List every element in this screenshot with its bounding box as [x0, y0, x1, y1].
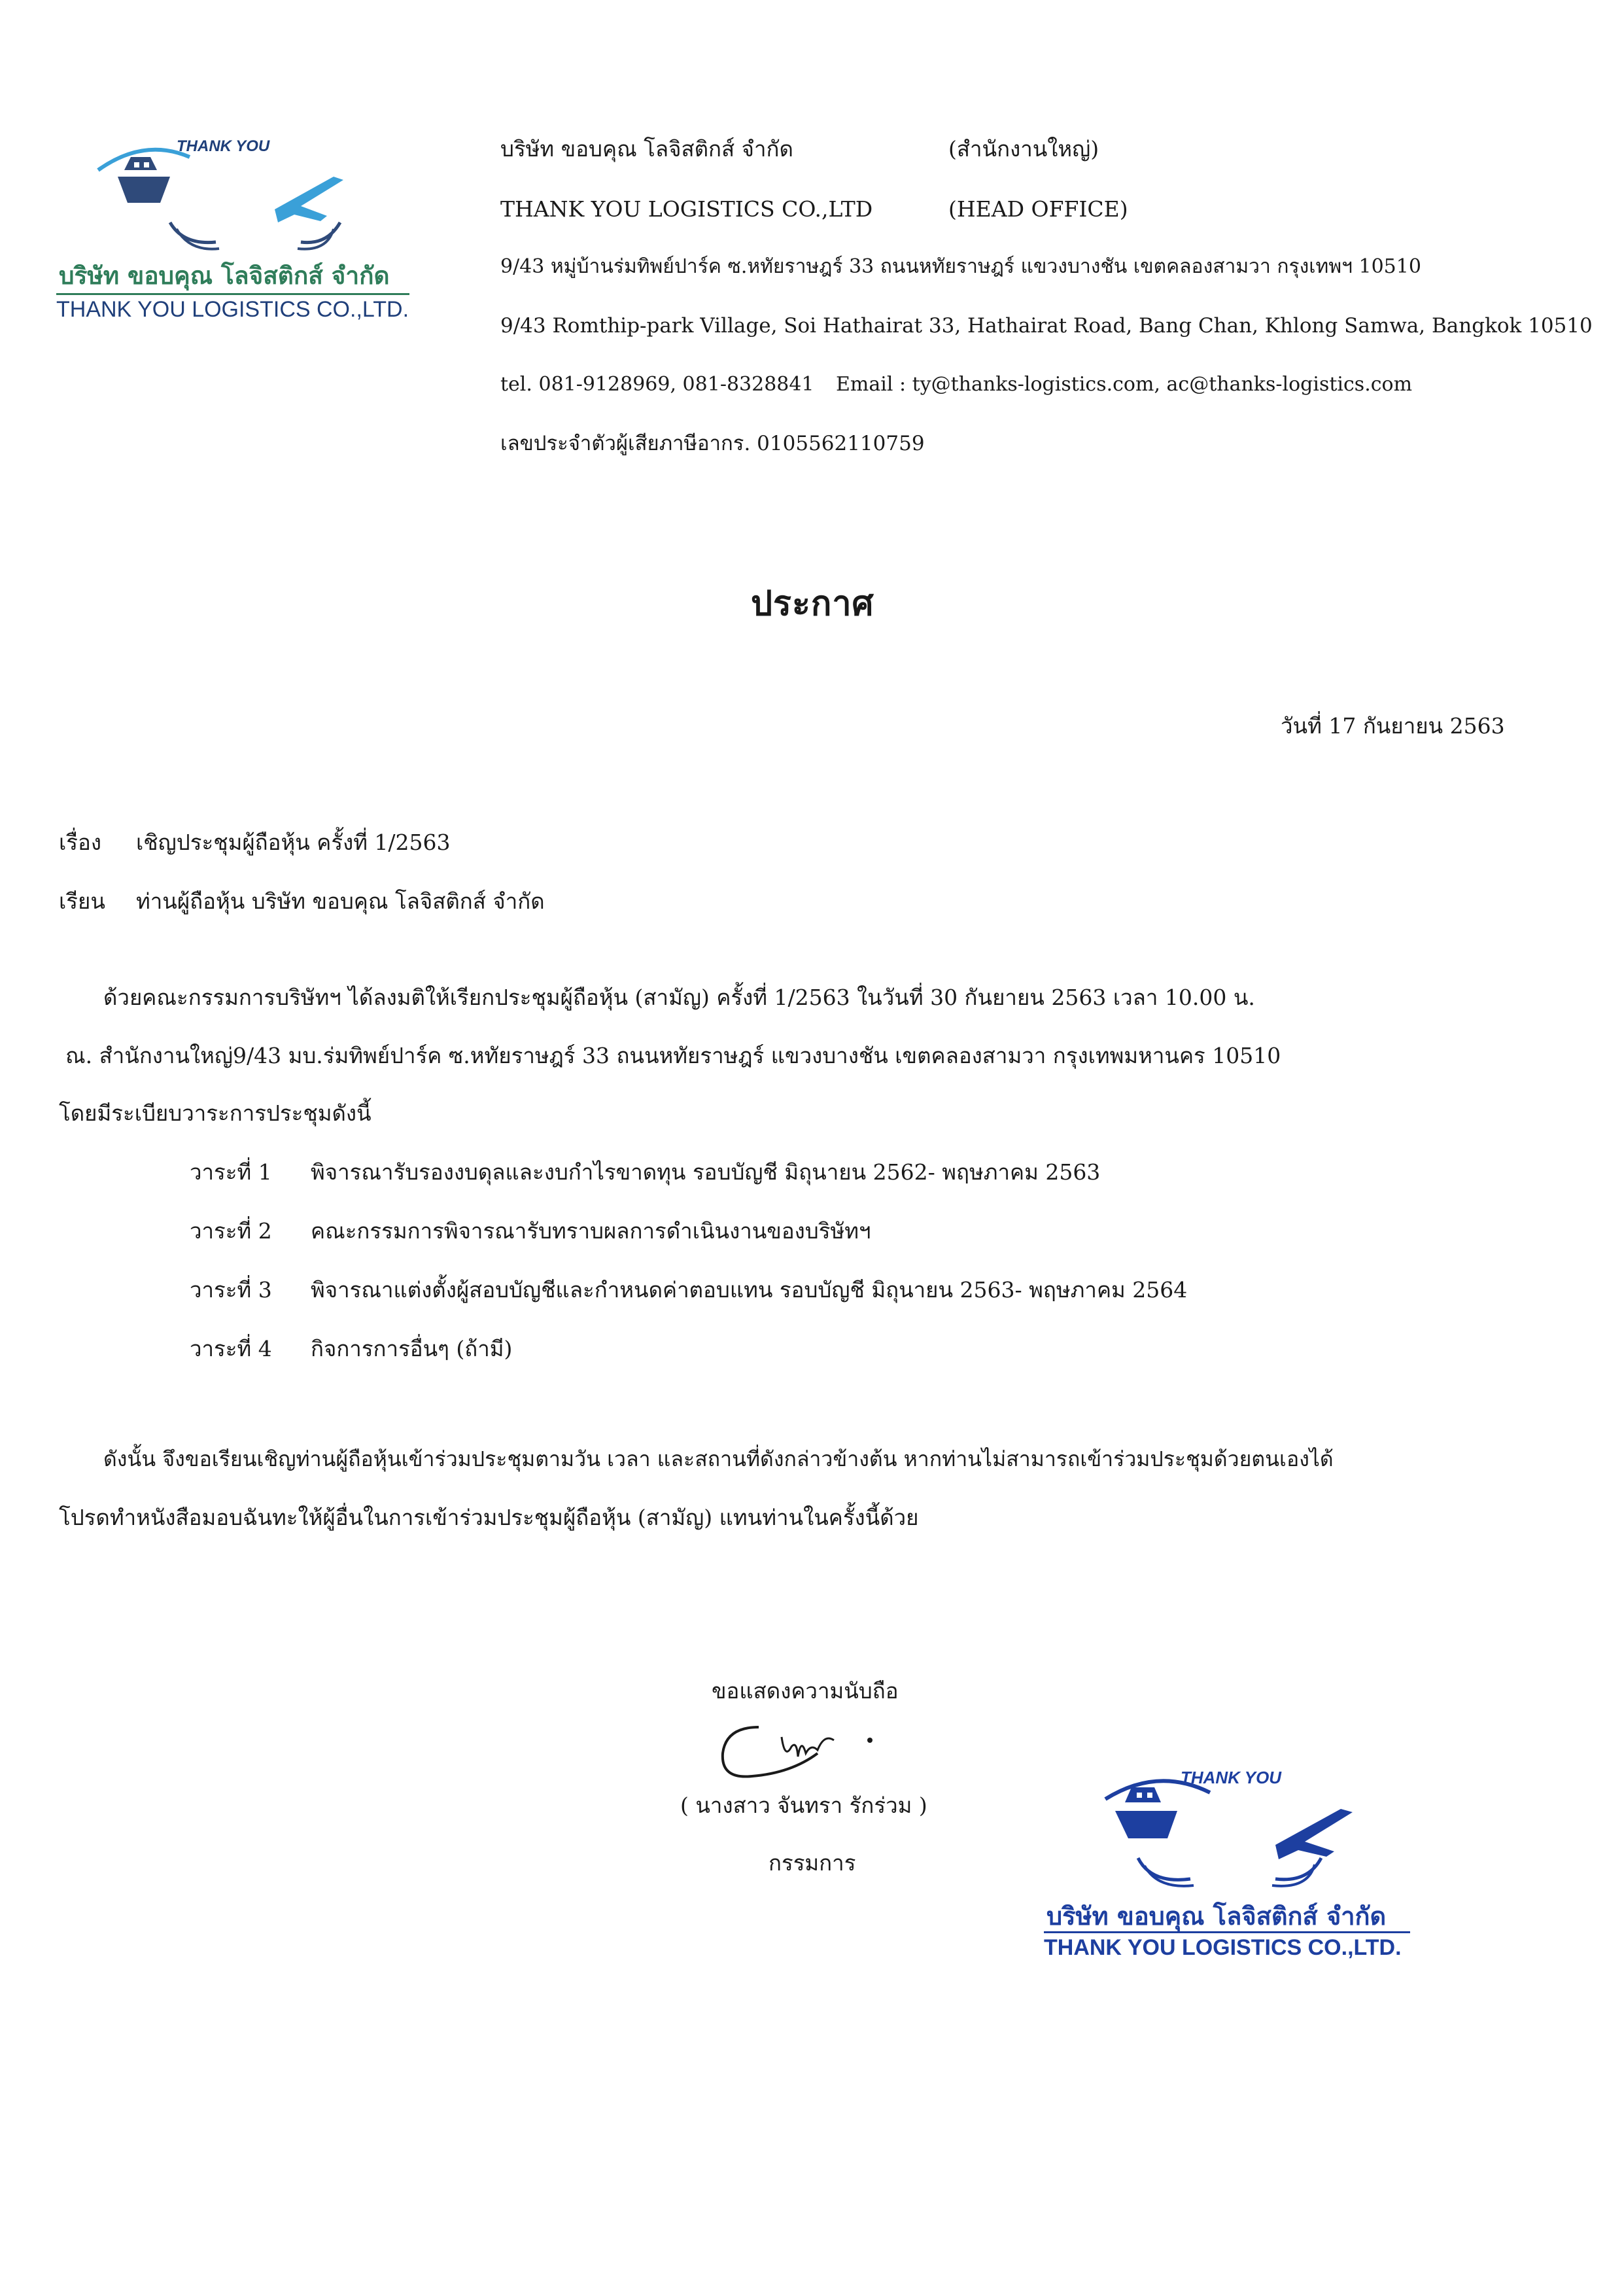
signer-name: ( นางสาว จันทรา รักร่วม ) [680, 1793, 927, 1818]
logo-divider [56, 293, 409, 295]
paragraph1-line1: ด้วยคณะกรรมการบริษัทฯ ได้ลงมติให้เรียกประชุมผู้ถือหุ้น (สามัญ) ครั้งที่ 1/2563 ในวันที่ 30 กันยายน 2563 เวลา 10.00 น. [103, 985, 1255, 1010]
subject-label: เรื่อง [59, 830, 101, 855]
agenda-item-label: วาระที่ 2 [190, 1218, 272, 1244]
company-stamp [1040, 1760, 1445, 1976]
paragraph2-line1: ดังนั้น จึงขอเรียนเชิญท่านผู้ถือหุ้นเข้าร่วมประชุมตามวัน เวลา และสถานที่ดังกล่าวข้างต้น หากท่านไม่สามารถเข้าร่วมประชุมด้วยตนเองได้ [103, 1446, 1334, 1471]
agenda-item-text: คณะกรรมการพิจารณารับทราบผลการดำเนินงานของบริษัทฯ [311, 1218, 871, 1244]
letterhead-office-th: (สำนักงานใหญ่) [948, 136, 1099, 162]
agenda-item-text: กิจการการอื่นๆ (ถ้ามี) [311, 1336, 513, 1361]
stamp-divider [1044, 1931, 1410, 1933]
document-title: ประกาศ [751, 584, 874, 623]
letterhead-company-th: บริษัท ขอบคุณ โลจิสติกส์ จำกัด [500, 136, 793, 162]
to-label: เรียน [59, 888, 105, 914]
stamp-tagline: THANK YOU [1181, 1768, 1282, 1787]
agenda-item-text: พิจารณาแต่งตั้งผู้สอบบัญชีและกำหนดค่าตอบแทน รอบบัญชี มิถุนายน 2563- พฤษภาคม 2564 [311, 1277, 1188, 1303]
paragraph1-line2: ณ. สำนักงานใหญ่9/43 มบ.ร่มทิพย์ปาร์ค ซ.หทัยราษฎร์ 33 ถนนหทัยราษฎร์ แขวงบางชัน เขตคลองสามวา กรุงเทพมหานคร 10510 [65, 1043, 1281, 1068]
stamp-company-name-en: THANK YOU LOGISTICS CO.,LTD. [1044, 1935, 1402, 1960]
letterhead-office-en: (HEAD OFFICE) [948, 196, 1128, 222]
closing-regards: ขอแสดงความนับถือ [712, 1678, 899, 1704]
letterhead-address-th: 9/43 หมู่บ้านร่มทิพย์ปาร์ค ซ.หทัยราษฎร์ 33 ถนนหทัยราษฎร์ แขวงบางชัน เขตคลองสามวา กรุงเทพฯ 10510 [500, 255, 1421, 278]
letterhead-address-en: 9/43 Romthip-park Village, Soi Hathairat 33, Hathairat Road, Bang Chan, Khlong Samwa, Bangkok 10510 [500, 314, 1593, 338]
logo-company-name-th: บริษัท ขอบคุณ โลจิสติกส์ จำกัด [59, 262, 390, 290]
logo-tagline: THANK YOU [177, 137, 270, 155]
document-date: วันที่ 17 กันยายน 2563 [1281, 713, 1505, 739]
subject-text: เชิญประชุมผู้ถือหุ้น ครั้งที่ 1/2563 [136, 830, 451, 855]
signer-position: กรรมการ [769, 1850, 856, 1876]
logo-company-name-en: THANK YOU LOGISTICS CO.,LTD. [56, 297, 409, 322]
signature [713, 1701, 909, 1793]
paragraph1-line3: โดยมีระเบียบวาระการประชุมดังนี้ [59, 1100, 371, 1126]
stamp-company-name-th: บริษัท ขอบคุณ โลจิสติกส์ จำกัด [1046, 1902, 1387, 1931]
company-logo [52, 131, 419, 340]
letterhead-company-en: THANK YOU LOGISTICS CO.,LTD [500, 196, 873, 222]
letterhead-tel: tel. 081-9128969, 081-8328841 [500, 373, 814, 396]
agenda-item-label: วาระที่ 3 [190, 1277, 272, 1303]
letterhead-tax-id: เลขประจำตัวผู้เสียภาษีอากร. 0105562110759 [500, 432, 925, 455]
letterhead-email: Email : ty@thanks-logistics.com, ac@thanks-logistics.com [836, 373, 1413, 396]
agenda-item-label: วาระที่ 1 [190, 1159, 272, 1185]
to-text: ท่านผู้ถือหุ้น บริษัท ขอบคุณ โลจิสติกส์ จำกัด [136, 888, 545, 914]
agenda-item-label: วาระที่ 4 [190, 1336, 272, 1361]
agenda-item-text: พิจารณารับรองงบดุลและงบกำไรขาดทุน รอบบัญชี มิถุนายน 2562- พฤษภาคม 2563 [311, 1159, 1101, 1185]
paragraph2-line2: โปรดทำหนังสือมอบฉันทะให้ผู้อื่นในการเข้าร่วมประชุมผู้ถือหุ้น (สามัญ) แทนท่านในครั้งนี้ด้วย [59, 1505, 919, 1530]
